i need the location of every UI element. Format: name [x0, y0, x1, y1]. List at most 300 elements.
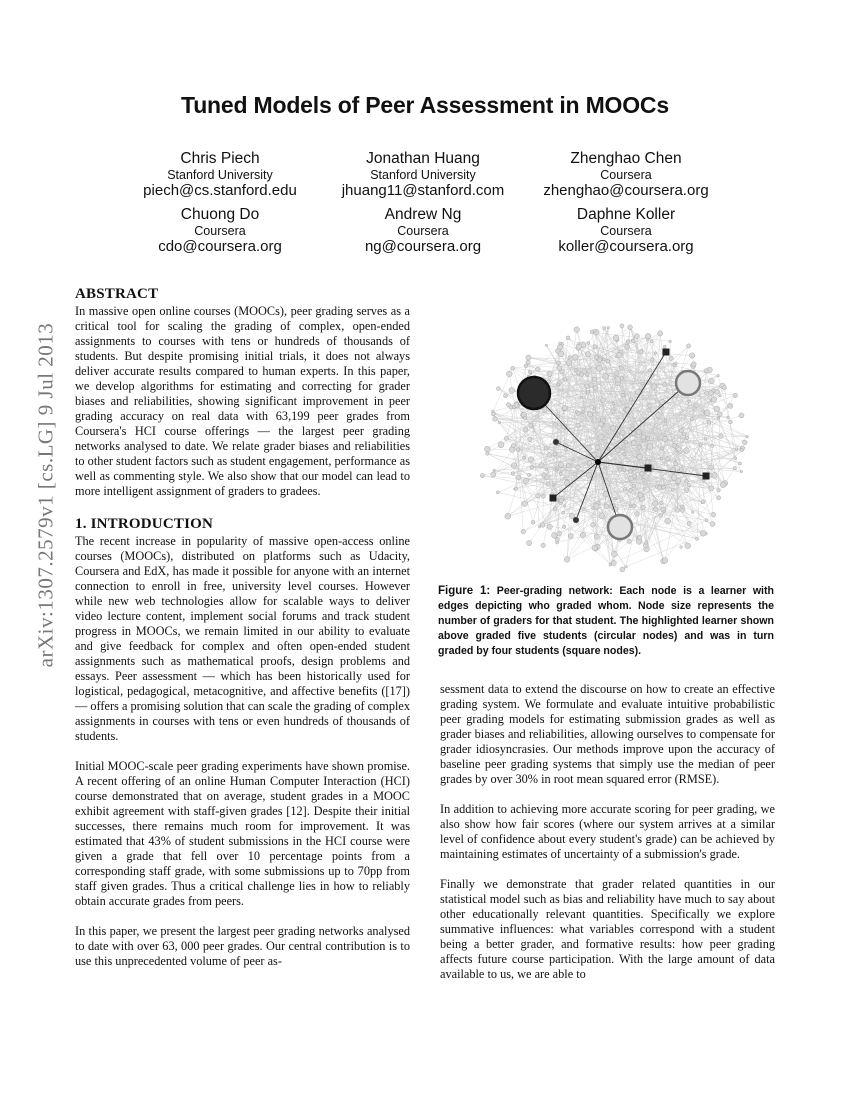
network-node	[623, 487, 627, 491]
figure-caption	[438, 584, 774, 659]
network-node	[688, 400, 691, 403]
network-node	[650, 340, 653, 343]
network-node	[707, 420, 711, 424]
network-node	[566, 464, 570, 468]
network-node	[632, 484, 636, 488]
network-node	[691, 511, 694, 514]
network-node	[603, 326, 606, 329]
network-node	[556, 361, 560, 365]
network-node	[555, 469, 558, 472]
network-node	[603, 374, 609, 380]
network-node	[491, 472, 496, 477]
network-node	[514, 403, 519, 408]
network-node	[598, 434, 604, 440]
body-paragraph: In addition to achieving more accurate scoring for peer grading, we also show how fair scores (where our system arrives at a similar level of confidence about every student's grade) can be achieved by maintaining estimates of uncertainty of a submission's grade.	[440, 802, 775, 861]
network-node	[611, 409, 615, 413]
network-node	[671, 488, 674, 491]
network-node	[739, 413, 744, 418]
network-node	[646, 436, 650, 440]
network-node	[498, 442, 504, 448]
network-node	[740, 470, 742, 472]
network-node	[654, 352, 657, 355]
network-node	[660, 457, 663, 460]
network-node	[722, 386, 726, 390]
intro-paragraph: The recent increase in popularity of massive open-access online courses (MOOCs), distributed on platforms such as Udacity, Coursera and EdX, has made it possible for anyone with an internet connection to enroll in free, university level courses. However while new web technologies allow for scalable ways to deliver video lecture content, implement social forums and track student progress in MOOCs, we remain limited in our ability to evaluate and give feedback for complex and often open-ended student assignments such as mathematical proofs, design problems and essays. Peer assessment — which has been historically used for logistical, pedagogical, metacognitive, and affective benefits ([17]) — offers a promising solution that can scale the grading of complex assignments in courses with tens or even hundreds of thousands of students.	[75, 534, 410, 743]
network-node	[576, 465, 581, 470]
highlighted-learner-node	[595, 459, 601, 465]
network-node	[625, 344, 630, 349]
network-node	[672, 443, 676, 447]
network-node	[717, 496, 721, 500]
gradee-circle-node	[608, 515, 632, 539]
network-node	[528, 437, 532, 441]
network-node	[611, 551, 617, 557]
network-node	[557, 531, 562, 536]
network-node	[629, 476, 634, 481]
network-node	[676, 478, 681, 483]
network-node	[662, 558, 668, 564]
network-node	[602, 358, 605, 361]
network-node	[568, 533, 573, 538]
network-node	[564, 557, 570, 563]
figure-caption-text: Peer-grading network: Each node is a learner with edges depicting who graded whom. Node size represents the number of graders for that student. The highlighted learner shown above graded five students (circular nodes) and was in turn graded by four students (square nodes).	[438, 585, 774, 657]
author-email: koller@coursera.org	[558, 238, 694, 255]
network-node	[653, 501, 659, 507]
body-paragraph: sessment data to extend the discourse on how to create an effective grading system. We formulate and evaluate intuitive probabilistic peer grading models for estimating submission grades as well as grader biases and reliabilities, allowing ourselves to compensate for grader idiosyncrasies. Our methods improve upon the accuracy of baseline peer grading systems that simply use the median of peer grades by over 30% in root mean squared error (RMSE).	[440, 682, 775, 786]
network-node	[586, 473, 591, 478]
network-node	[733, 393, 738, 398]
network-node	[529, 423, 533, 427]
network-edge	[515, 489, 538, 496]
network-node	[623, 453, 626, 456]
network-node	[685, 543, 691, 549]
network-node	[559, 472, 562, 475]
network-node	[663, 510, 666, 513]
network-node	[511, 366, 515, 370]
author-affiliation: Stanford University	[370, 168, 476, 182]
gradee-circle-node	[573, 517, 579, 523]
network-node	[711, 512, 716, 517]
network-node	[675, 508, 680, 513]
network-node	[624, 440, 628, 444]
intro-paragraph: In this paper, we present the largest peer grading networks analysed to date with over 63, 000 peer grades. Our central contribution is to use this unprecedented volume of peer as-	[75, 924, 410, 968]
network-node	[674, 462, 678, 466]
network-node	[552, 484, 555, 487]
network-node	[637, 445, 641, 449]
network-node	[622, 468, 626, 472]
grader-square-node	[703, 473, 710, 480]
author-name: Zhenghao Chen	[570, 150, 682, 167]
network-node	[561, 424, 566, 429]
network-node	[679, 428, 683, 432]
network-node	[506, 371, 512, 377]
network-node	[572, 354, 578, 360]
network-node	[568, 356, 571, 359]
network-node	[580, 532, 586, 538]
right-column	[440, 682, 775, 982]
network-node	[618, 468, 622, 472]
network-node	[699, 443, 702, 446]
network-node	[516, 448, 520, 452]
network-node	[555, 537, 559, 541]
author-name: Andrew Ng	[384, 206, 462, 223]
network-node	[717, 374, 720, 377]
network-node	[658, 331, 663, 336]
network-node	[581, 410, 584, 413]
author-affiliation: Coursera	[194, 224, 246, 238]
paper-title: Tuned Models of Peer Assessment in MOOCs	[181, 92, 669, 118]
network-node	[664, 419, 667, 422]
network-node	[705, 519, 708, 522]
network-node	[547, 453, 552, 458]
network-node	[684, 448, 690, 454]
network-node	[559, 499, 563, 503]
network-node	[619, 366, 623, 370]
network-node	[564, 505, 566, 507]
network-node	[662, 485, 666, 489]
network-node	[575, 410, 578, 413]
network-node	[540, 522, 545, 527]
network-node	[523, 427, 528, 432]
network-node	[738, 462, 741, 465]
network-node	[524, 364, 528, 368]
network-node	[663, 382, 667, 386]
network-node	[526, 541, 531, 546]
network-node	[734, 457, 737, 460]
network-node	[689, 353, 694, 358]
network-node	[562, 511, 565, 514]
network-node	[522, 456, 526, 460]
network-node	[651, 358, 655, 362]
network-node	[596, 365, 602, 371]
network-node	[521, 529, 526, 534]
abstract-heading: ABSTRACT	[75, 286, 159, 302]
network-node	[593, 407, 596, 410]
network-node	[663, 345, 666, 348]
network-edge	[544, 477, 547, 496]
network-node	[714, 406, 720, 412]
author-affiliation: Stanford University	[167, 168, 273, 182]
network-node	[591, 523, 596, 528]
author-block	[506, 206, 746, 256]
author-block	[506, 150, 746, 200]
network-node	[669, 340, 672, 343]
left-column	[75, 287, 410, 969]
network-node	[528, 370, 532, 374]
network-node	[617, 352, 622, 357]
author-email: piech@cs.stanford.edu	[143, 182, 297, 199]
network-node	[629, 398, 633, 402]
network-node	[742, 440, 747, 445]
network-node	[564, 448, 567, 451]
network-node	[648, 369, 652, 373]
network-node	[629, 505, 632, 508]
network-node	[631, 339, 635, 343]
network-node	[544, 446, 548, 450]
network-node	[493, 416, 498, 421]
network-node	[621, 393, 625, 397]
network-node	[624, 565, 627, 568]
network-node	[511, 472, 514, 475]
author-name: Daphne Koller	[576, 206, 676, 223]
network-node	[604, 466, 607, 469]
network-node	[691, 362, 696, 367]
network-node	[536, 494, 541, 499]
network-node	[679, 467, 683, 471]
network-node	[660, 447, 663, 450]
introduction-heading: 1. INTRODUCTION	[75, 516, 214, 532]
network-node	[620, 430, 625, 435]
network-node	[611, 426, 616, 431]
network-node	[686, 344, 690, 348]
network-node	[557, 345, 562, 350]
network-node	[587, 341, 590, 344]
network-node	[480, 473, 484, 477]
network-node	[709, 378, 715, 384]
network-node	[681, 505, 685, 509]
network-node	[647, 408, 651, 412]
author-email: cdo@coursera.org	[158, 238, 282, 255]
network-node	[607, 326, 610, 329]
network-node	[717, 417, 719, 419]
network-node	[656, 412, 662, 418]
network-node	[577, 342, 579, 344]
network-node	[717, 488, 721, 492]
network-node	[541, 494, 545, 498]
author-affiliation: Coursera	[600, 224, 652, 238]
network-node	[687, 483, 690, 486]
network-node	[665, 518, 671, 524]
network-node	[648, 404, 653, 409]
network-node	[553, 507, 557, 511]
network-node	[530, 465, 534, 469]
network-node	[545, 344, 547, 346]
network-node	[704, 369, 708, 373]
network-node	[516, 475, 521, 480]
gradee-circle-node	[553, 439, 559, 445]
network-node	[632, 504, 636, 508]
network-node	[711, 397, 716, 402]
author-name: Chuong Do	[180, 206, 260, 223]
network-node	[636, 429, 641, 434]
network-node	[503, 394, 507, 398]
author-email: jhuang11@stanford.com	[341, 182, 505, 199]
network-node	[514, 487, 518, 491]
network-node	[635, 511, 640, 516]
network-node	[496, 387, 500, 391]
network-edge	[707, 393, 735, 458]
network-node	[709, 486, 714, 491]
network-node	[535, 367, 540, 372]
network-node	[728, 403, 733, 408]
network-node	[637, 454, 643, 460]
network-node	[539, 463, 544, 468]
network-node	[620, 324, 624, 328]
network-node	[509, 387, 515, 393]
grader-square-node	[645, 465, 652, 472]
network-node	[641, 435, 646, 440]
network-node	[647, 444, 653, 450]
network-node	[557, 366, 562, 371]
network-edge	[661, 503, 713, 515]
network-node	[627, 539, 631, 543]
network-node	[645, 460, 650, 465]
network-node	[685, 480, 689, 484]
network-node	[659, 514, 663, 518]
network-node	[708, 391, 713, 396]
network-node	[710, 522, 715, 527]
network-node	[523, 417, 527, 421]
network-node	[485, 446, 491, 452]
network-node	[641, 505, 645, 509]
network-node	[580, 396, 582, 398]
network-node	[593, 377, 597, 381]
network-node	[504, 436, 508, 440]
network-node	[642, 478, 645, 481]
network-node	[694, 403, 699, 408]
network-node	[682, 432, 686, 436]
network-node	[640, 471, 645, 476]
network-node	[592, 507, 595, 510]
network-node	[553, 422, 557, 426]
network-node	[585, 384, 590, 389]
network-node	[727, 416, 730, 419]
network-node	[709, 465, 714, 470]
network-node	[740, 449, 743, 452]
network-node	[553, 452, 557, 456]
network-node	[586, 390, 589, 393]
network-node	[607, 447, 610, 450]
network-node	[614, 497, 617, 500]
network-node	[511, 443, 515, 447]
author-name: Chris Piech	[180, 150, 260, 167]
network-node	[701, 500, 705, 504]
network-node	[704, 438, 707, 441]
grader-square-node	[550, 495, 557, 502]
network-node	[639, 350, 643, 354]
network-node	[547, 524, 552, 529]
network-node	[538, 525, 540, 527]
grader-square-node	[663, 349, 670, 356]
network-node	[613, 335, 619, 341]
network-node	[491, 412, 495, 416]
network-node	[679, 451, 682, 454]
network-node	[704, 410, 710, 416]
network-node	[615, 376, 621, 382]
network-node	[735, 448, 738, 451]
network-node	[629, 470, 633, 474]
network-node	[719, 434, 724, 439]
arxiv-identifier: arXiv:1307.2579v1 [cs.LG] 9 Jul 2013	[33, 322, 58, 668]
network-node	[669, 356, 673, 360]
network-node	[496, 491, 499, 494]
network-node	[746, 435, 749, 438]
network-node	[593, 329, 596, 332]
network-node	[733, 466, 737, 470]
network-node	[498, 421, 501, 424]
network-node	[659, 405, 664, 410]
network-node	[615, 448, 620, 453]
network-node	[562, 525, 565, 528]
network-node	[511, 463, 517, 469]
network-node	[542, 473, 546, 477]
network-node	[675, 449, 678, 452]
network-edge	[563, 513, 706, 534]
network-node	[626, 340, 630, 344]
network-node	[528, 457, 533, 462]
network-node	[720, 482, 726, 488]
network-node	[566, 360, 572, 366]
network-node	[505, 513, 511, 519]
network-node	[564, 378, 568, 382]
network-node	[542, 407, 547, 412]
network-node	[662, 436, 667, 441]
body-paragraph: Finally we demonstrate that grader related quantities in our statistical model such as bias and reliability have much to say about other educationally relevant quantities. Specifically we explore summative influences: what variables correspond with a student being a better grader, and formative results: how peer grading affects future course participation. With the large amount of data available to us, we are able to	[440, 877, 775, 981]
network-node	[541, 543, 546, 548]
network-node	[558, 462, 564, 468]
network-node	[634, 334, 639, 339]
intro-paragraph: Initial MOOC-scale peer grading experiments have shown promise. A recent offering of an online Human Computer Interaction (HCI) course demonstrated that on average, student grades in a MOOC exhibit agreement with staff-given grades [12]. Despite their initial successes, there remains much room for improvement. It was estimated that 43% of student submissions in the HCI course were given a grade that fell over 10 percentage points from a corresponding staff grade, with some submissions up to 70pp from staff given grades. Thus a critical challenge lies in how to reliably obtain accurate grades from peers.	[75, 759, 410, 908]
network-node	[680, 546, 683, 549]
arxiv-sidebar	[26, 320, 66, 670]
network-node	[657, 486, 661, 490]
network-node	[622, 446, 626, 450]
author-email: zhenghao@coursera.org	[543, 182, 709, 199]
network-node	[651, 384, 657, 390]
network-node	[628, 325, 633, 330]
network-node	[685, 436, 688, 439]
network-node	[660, 501, 663, 504]
network-node	[695, 537, 698, 540]
network-node	[587, 461, 592, 466]
network-node	[675, 362, 678, 365]
network-node	[582, 508, 585, 511]
network-node	[552, 532, 558, 538]
network-node	[585, 352, 590, 357]
network-node	[506, 403, 510, 407]
network-node	[526, 355, 531, 360]
network-node	[566, 336, 570, 340]
network-node	[593, 345, 597, 349]
network-node	[684, 488, 689, 493]
network-node	[573, 472, 577, 476]
network-node	[601, 398, 606, 403]
network-node	[653, 507, 658, 512]
network-node	[582, 370, 587, 375]
network-node	[594, 534, 599, 539]
network-node	[486, 452, 490, 456]
network-node	[531, 520, 535, 524]
network-node	[666, 457, 670, 461]
network-node	[523, 478, 529, 484]
network-node	[546, 482, 550, 486]
network-node	[599, 513, 605, 519]
network-node	[620, 567, 625, 572]
network-node	[606, 359, 610, 363]
network-node	[719, 394, 722, 397]
network-node	[556, 383, 559, 386]
figure-label: Figure 1:	[438, 585, 491, 597]
network-node	[526, 360, 530, 364]
network-node	[527, 473, 530, 476]
network-edge	[721, 436, 743, 448]
network-node	[593, 386, 598, 391]
network-node	[646, 338, 649, 341]
network-node	[638, 536, 642, 540]
network-node	[614, 371, 619, 376]
network-node	[712, 473, 718, 479]
author-name: Jonathan Huang	[366, 150, 480, 167]
